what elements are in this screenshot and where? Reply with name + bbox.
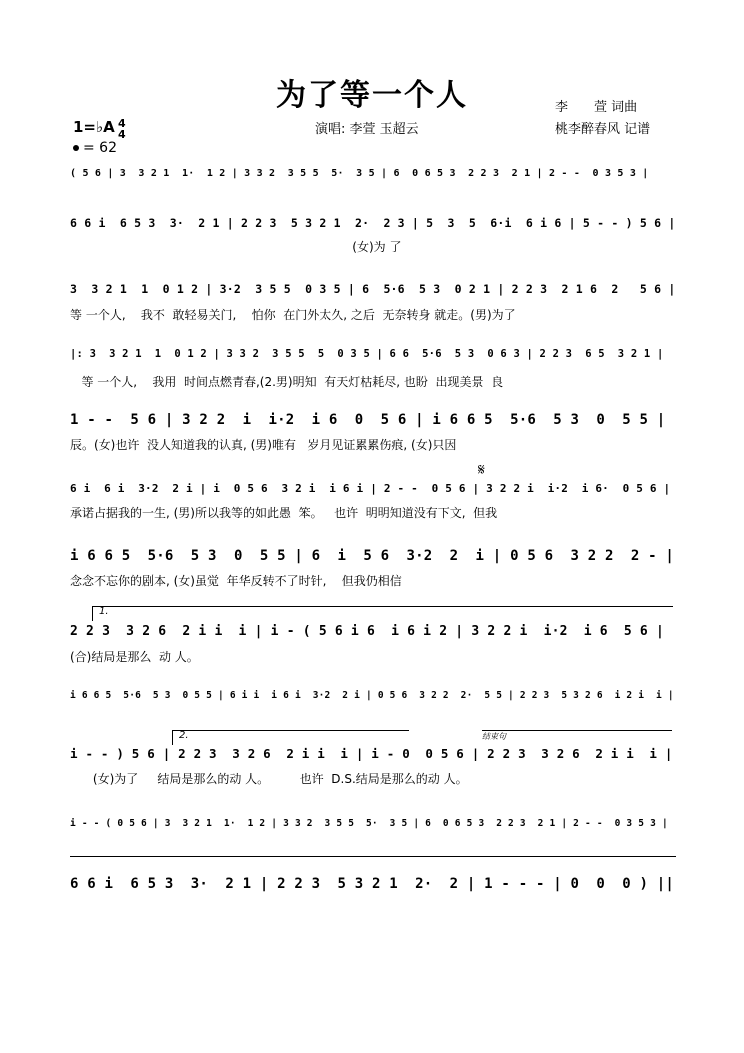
divider — [70, 856, 676, 857]
staff-row-11: i - - ( 0 5 6 | 3 3 2 1 1· 1 2 | 3 3 2 3 5 5 5· 3 5 | 6 0 6 5 3 2 2 3 2 1 | 2 - - 0 3 5 3 | — [70, 818, 668, 829]
lyric-row-4: 等 一个人, 我用 时间点燃青春,(2.男)明知 有天灯枯耗尽, 也盼 出现美景 良 — [70, 375, 504, 389]
lyric-row-3: 等 一个人, 我不 敢轻易关门, 怕你 在门外太久, 之后 无奈转身 就走。(男)为了 — [70, 308, 516, 322]
lyric-row-6: 承诺占据我的一生, (男)所以我等的如此愚 笨。 也许 明明知道没有下文, 但我 — [70, 506, 498, 520]
song-title: 为了等一个人 — [276, 78, 468, 113]
staff-row-10: i - - ) 5 6 | 2 2 3 3 2 6 2 i i i | i - 0 0 5 6 | 2 2 3 3 2 6 2 i i i | — [70, 746, 673, 761]
lyric-row-7: 念念不忘你的剧本, (女)虽觉 年华反转不了时针, 但我仍相信 — [70, 574, 402, 588]
ending-tag: 结束句 — [482, 730, 672, 742]
staff-row-9: i 6 6 5 5·6 5 3 0 5 5 | 6 i i i 6 i 3·2 2 i | 0 5 6 3 2 2 2· 5 5 | 2 2 3 5 3 2 6 i 2 i i | — [70, 690, 674, 701]
staff-row-5: 1 - - 5 6 | 3 2 2 i i·2 i 6 0 5 6 | i 6 6 5 5·6 5 3 0 5 5 | — [70, 412, 666, 428]
staff-row-7: i 6 6 5 5·6 5 3 0 5 5 | 6 i 5 6 3·2 2 i | 0 5 6 3 2 2 2 - | — [70, 548, 675, 564]
tempo-marking: = 62 — [73, 140, 117, 156]
staff-row-2: 6 6 i 6 5 3 3· 2 1 | 2 2 3 5 3 2 1 2· 2 3 | 5 3 5 6·i 6 i 6 | 5 - - ) 5 6 | — [70, 216, 676, 230]
second-ending-bracket: 2. — [172, 730, 409, 745]
key-signature: 1=♭A — [73, 118, 115, 136]
staff-row-1: ( 5 6 | 3 3 2 1 1· 1 2 | 3 3 2 3 5 5 5· 3 5 | 6 0 6 5 3 2 2 3 2 1 | 2 - - 0 3 5 3 | — [70, 168, 649, 179]
singers: 演唱: 李萱 玉超云 — [315, 122, 419, 137]
time-signature: 4 4 — [118, 117, 126, 141]
staff-row-6: 6 i 6 i 3·2 2 i | i 0 5 6 3 2 i i 6 i | 2 - - 0 5 6 | 3 2 2 i i·2 i 6· 0 5 6 | — [70, 482, 671, 495]
staff-row-4: |: 3 3 2 1 1 0 1 2 | 3 3 2 3 5 5 5 0 3 5 | 6 6 5·6 5 3 0 6 3 | 2 2 3 6 5 3 2 1 | — [70, 348, 664, 360]
first-ending-bracket: 1. — [92, 606, 673, 621]
credit-notation: 桃李醉春风 记谱 — [555, 122, 651, 137]
quarter-note-icon — [73, 145, 79, 151]
lyric-row-2: (女)为 了 — [70, 240, 402, 254]
segno-icon: 𝄋 — [478, 460, 485, 479]
credit-words: 李 萱 词曲 — [555, 100, 638, 115]
lyric-row-8: (合)结局是那么 动 人。 — [70, 650, 199, 664]
staff-row-3: 3 3 2 1 1 0 1 2 | 3·2 3 5 5 0 3 5 | 6 5·6 5 3 0 2 1 | 2 2 3 2 1 6 2 5 6 | — [70, 282, 676, 296]
lyric-row-10: (女)为了 结局是那么的动 人。 也许 D.S.结局是那么的动 人。 — [70, 772, 468, 786]
lyric-row-5: 辰。(女)也许 没人知道我的认真, (男)唯有 岁月见证累累伤痕, (女)只因 — [70, 438, 457, 452]
staff-row-12: 6 6 i 6 5 3 3· 2 1 | 2 2 3 5 3 2 1 2· 2 | 1 - - - | 0 0 0 ) || — [70, 876, 675, 892]
staff-row-8: 2 2 3 3 2 6 2 i i i | i - ( 5 6 i 6 i 6 i 2 | 3 2 2 i i·2 i 6 5 6 | — [70, 624, 664, 639]
